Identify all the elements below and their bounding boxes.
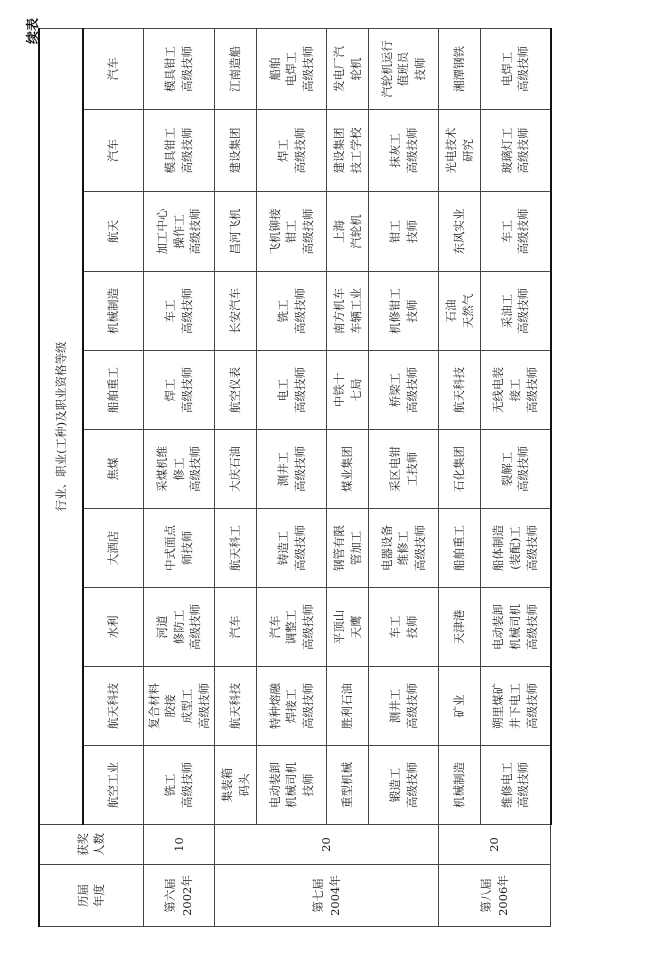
job-cell: 裂解工 高级技师: [481, 430, 551, 509]
company-cell: 平顶山 天鹰: [327, 588, 369, 667]
job-cell: 玻璃灯工 高级技师: [481, 110, 551, 192]
header-count: 获奖 人数: [39, 825, 143, 865]
job-cell: 中式面点 师技师: [143, 509, 215, 588]
count-cell: 20: [215, 825, 439, 865]
job-cell: 车工 高级技师: [143, 272, 215, 351]
table-body: [143, 28, 551, 926]
job-cell: 抹灰工 高级技师: [369, 110, 439, 192]
session-cell: 第六届 2002年: [143, 865, 215, 927]
job-cell: 飞机铆接 钳工 高级技师: [257, 192, 327, 272]
company-cell: 中铁十 七局: [327, 351, 369, 430]
job-cell: 桥梁工 高级技师: [369, 351, 439, 430]
job-cell: 加工中心 操作工 高级技师: [143, 192, 215, 272]
header-industry: 汽车: [83, 28, 143, 109]
job-cell: 汽车 调整工 高级技师: [257, 588, 327, 667]
job-cell: 机修钳工 技师: [369, 272, 439, 351]
company-cell: 大庆石油: [215, 430, 257, 509]
company-cell: 航天科技: [439, 351, 481, 430]
table-row: [369, 28, 439, 926]
continued-label: 续表: [26, 18, 41, 45]
table-row: [481, 28, 551, 926]
company-cell: 天津港: [439, 588, 481, 667]
company-cell: 南方机车 车辆工业: [327, 272, 369, 351]
header-row-sub: [83, 28, 143, 926]
company-cell: 光电技术 研究: [439, 110, 481, 192]
job-cell: 船体制造 (装配)工 高级技师: [481, 509, 551, 588]
job-cell: 钳工 技师: [369, 192, 439, 272]
company-cell: 重型机械: [327, 746, 369, 825]
job-cell: 模具钳工 高级技师: [143, 28, 215, 109]
job-cell: 电工 高级技师: [257, 351, 327, 430]
session-cell: 第七届 2004年: [215, 865, 439, 927]
table-row: [143, 28, 215, 926]
job-cell: 复合材料 胶接 成型工 高级技师: [143, 667, 215, 746]
job-cell: 电动装卸 机械司机 技师: [257, 746, 327, 825]
header-row-top: [39, 28, 83, 926]
job-cell: 车工 高级技师: [481, 192, 551, 272]
job-cell: 采区电钳 工技师: [369, 430, 439, 509]
company-cell: 建设集团: [215, 110, 257, 192]
company-cell: 煤业集团: [327, 430, 369, 509]
company-cell: 昌河飞机: [215, 192, 257, 272]
header-industry: 航天: [83, 192, 143, 272]
count-cell: 10: [143, 825, 215, 865]
job-cell: 测井工 高级技师: [369, 667, 439, 746]
job-cell: 锻造工 高级技师: [369, 746, 439, 825]
job-cell: 焊工 高级技师: [143, 351, 215, 430]
job-cell: 采油工 高级技师: [481, 272, 551, 351]
session-cell: 第八届 2006年: [439, 865, 551, 927]
company-cell: 石油 天然气: [439, 272, 481, 351]
table-row: [257, 28, 327, 926]
company-cell: 东风实业: [439, 192, 481, 272]
table-row: [215, 28, 257, 926]
job-cell: 车工 技师: [369, 588, 439, 667]
job-cell: 铣工 高级技师: [143, 746, 215, 825]
company-cell: 胜利石油: [327, 667, 369, 746]
company-cell: 建设集团 技工学校: [327, 110, 369, 192]
company-cell: 江南造船: [215, 28, 257, 109]
job-cell: 汽轮机运行 值班员 技师: [369, 28, 439, 109]
job-cell: 焊工 高级技师: [257, 110, 327, 192]
job-cell: 维修电工 高级技师: [481, 746, 551, 825]
company-cell: 航天科技: [215, 667, 257, 746]
header-main: 行业、职业(工种)及职业资格等级: [39, 28, 83, 824]
job-cell: 特种熔融 焊接工 高级技师: [257, 667, 327, 746]
company-cell: 集装箱 码头: [215, 746, 257, 825]
header-industry: 航天科技: [83, 667, 143, 746]
company-cell: 长安汽车: [215, 272, 257, 351]
company-cell: 湘潭钢铁: [439, 28, 481, 109]
company-cell: 机械制造: [439, 746, 481, 825]
job-cell: 电动装卸 机械司机 高级技师: [481, 588, 551, 667]
job-cell: 无线电装 接工 高级技师: [481, 351, 551, 430]
job-cell: 电器设备 维修工 高级技师: [369, 509, 439, 588]
company-cell: 钢管有限 管加工: [327, 509, 369, 588]
header-industry: 机械制造: [83, 272, 143, 351]
header-industry: 大酒店: [83, 509, 143, 588]
job-cell: 模具钳工 高级技师: [143, 110, 215, 192]
job-cell: 铣工 高级技师: [257, 272, 327, 351]
awards-table: [38, 28, 552, 927]
job-cell: 船舶 电焊工 高级技师: [257, 28, 327, 109]
header-industry: 船舶重工: [83, 351, 143, 430]
job-cell: 采煤机维 修工 高级技师: [143, 430, 215, 509]
table-row: [327, 28, 369, 926]
company-cell: 航空仪表: [215, 351, 257, 430]
company-cell: 石化集团: [439, 430, 481, 509]
job-cell: 朔里煤矿 井下电工 高级技师: [481, 667, 551, 746]
company-cell: 发电厂汽 轮机: [327, 28, 369, 109]
job-cell: 铸造工 高级技师: [257, 509, 327, 588]
job-cell: 测井工 高级技师: [257, 430, 327, 509]
header-industry: 焦煤: [83, 430, 143, 509]
header-industry: 水利: [83, 588, 143, 667]
company-cell: 上海 汽轮机: [327, 192, 369, 272]
company-cell: 汽车: [215, 588, 257, 667]
header-industry: 航空工业: [83, 746, 143, 825]
company-cell: 船舶重工: [439, 509, 481, 588]
company-cell: 航天科工: [215, 509, 257, 588]
header-session: 历届 年度: [39, 865, 143, 927]
job-cell: 电焊工 高级技师: [481, 28, 551, 109]
count-cell: 20: [439, 825, 551, 865]
header-industry: 汽车: [83, 110, 143, 192]
job-cell: 河道 修防工 高级技师: [143, 588, 215, 667]
company-cell: 矿业: [439, 667, 481, 746]
table-row: [439, 28, 481, 926]
